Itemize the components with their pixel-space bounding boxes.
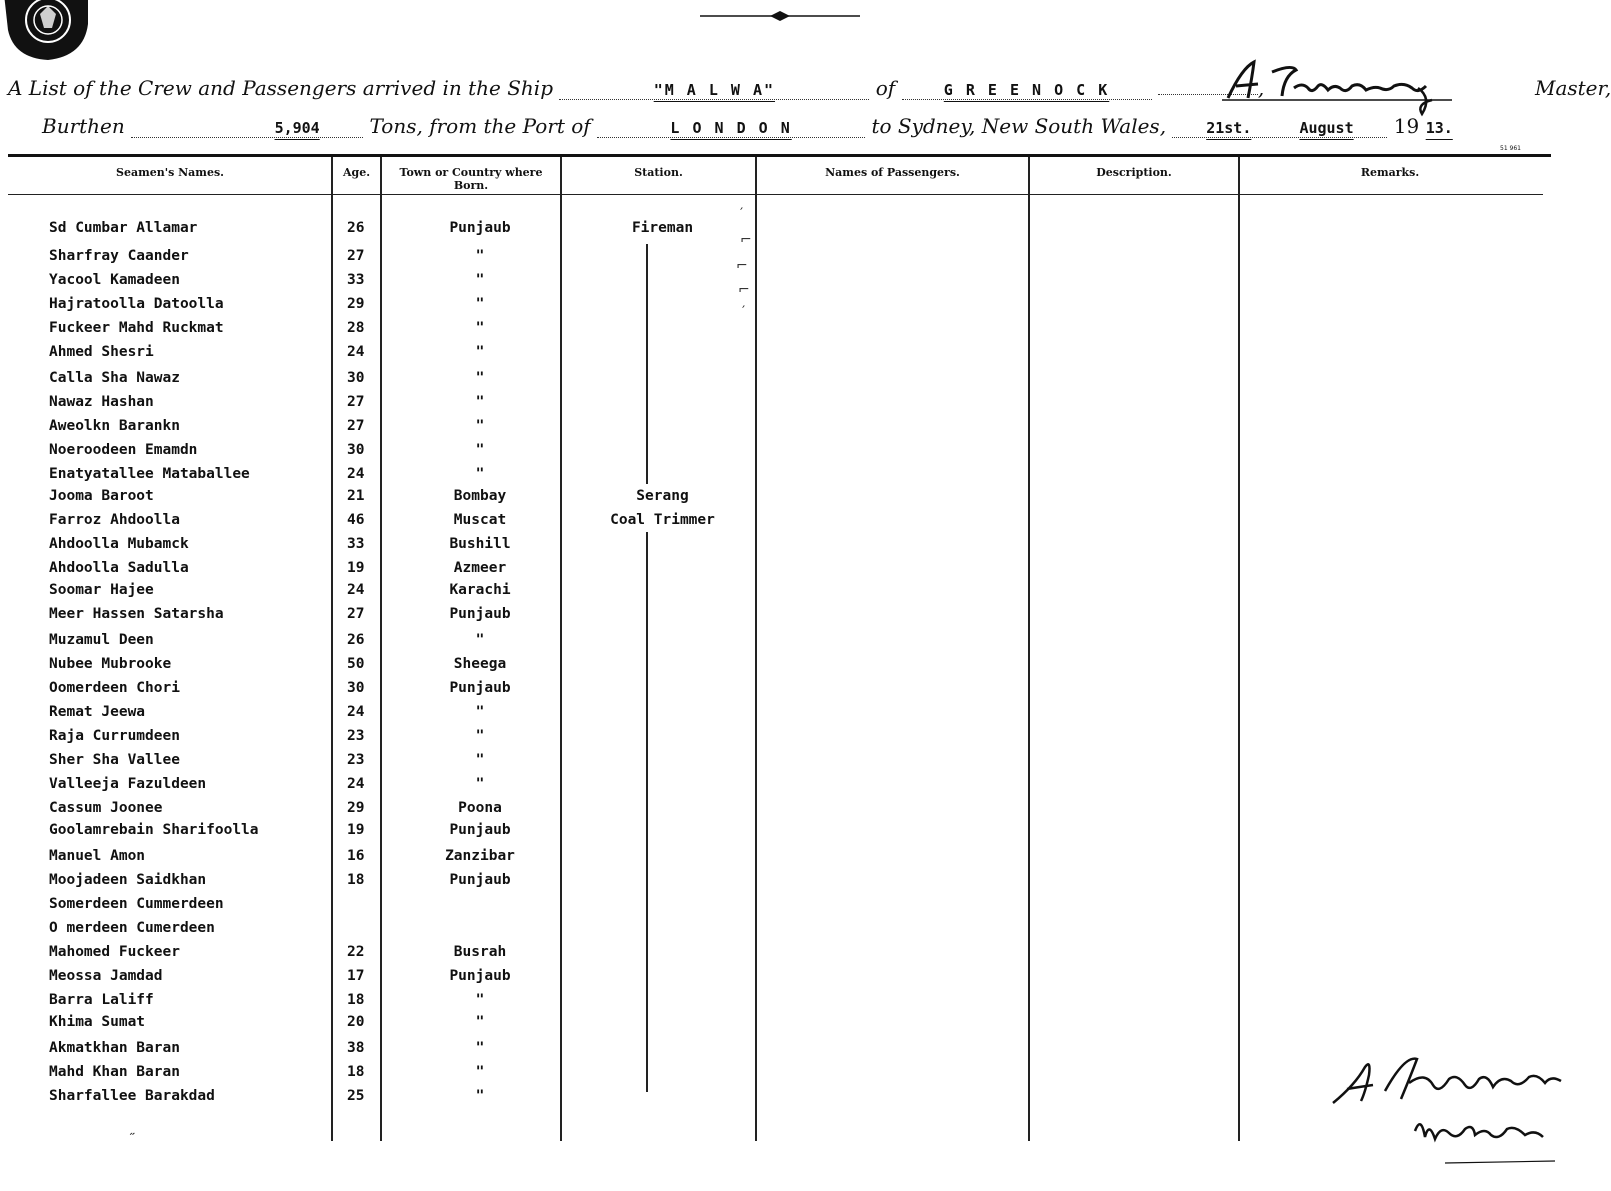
crew-age: 33 [347,536,365,552]
crew-birthplace: Bombay [453,488,507,504]
crew-age: 16 [347,848,365,864]
margin-tick-mark: ′ [740,206,744,222]
crew-age: 24 [347,466,365,482]
arrival-date-field: 21st. August [1172,119,1387,138]
crew-age: 20 [347,1014,365,1030]
official-seal-stamp [4,0,88,64]
crew-birthplace: " [475,418,485,434]
crew-birthplace: " [475,272,485,288]
crew-birthplace: Punjaub [449,872,511,888]
crew-birthplace: Bushill [449,536,511,552]
crew-age: 28 [347,320,365,336]
year-prefix: 19 [1393,114,1420,138]
master-signature-footer [1325,1045,1575,1170]
crew-birthplace: " [475,370,485,386]
crew-age: 46 [347,512,365,528]
crew-name: Farroz Ahdoolla [49,512,180,528]
crew-age: 27 [347,606,365,622]
crew-name: Cassum Joonee [49,800,163,816]
crew-birthplace: " [475,1014,485,1030]
column-header-seamen-names: Seamen's Names. [116,166,224,179]
crew-age: 21 [347,488,365,504]
crew-birthplace: " [475,1088,485,1104]
crew-name: Goolamrebain Sharifoolla [49,822,259,838]
column-header-station: Station. [634,166,683,179]
crew-name: Meer Hassen Satarsha [49,606,224,622]
column-header-town-born: Town or Country where Born. [399,166,543,192]
crew-birthplace: Punjaub [449,968,511,984]
crew-birthplace: " [475,992,485,1008]
crew-age: 29 [347,800,365,816]
crew-age: 27 [347,418,365,434]
crew-age: 29 [347,296,365,312]
crew-age: 30 [347,370,365,386]
crew-name: Moojadeen Saidkhan [49,872,207,888]
crew-name: Mahomed Fuckeer [49,944,180,960]
crew-name: Somerdeen Cummerdeen [49,896,224,912]
crew-name: Muzamul Deen [49,632,154,648]
crew-name: Khima Sumat [49,1014,146,1030]
crew-birthplace: Punjaub [449,680,511,696]
crew-name: Sher Sha Vallee [49,752,180,768]
margin-tick-mark: ′ [742,304,746,320]
crew-birthplace: Zanzibar [445,848,515,864]
header-intro: A List of the Crew and Passengers arrived in the Ship [8,76,553,100]
of-label: of [875,76,896,100]
crew-birthplace: Poona [458,800,502,816]
crew-birthplace: " [475,344,485,360]
crew-age: 22 [347,944,365,960]
crew-birthplace: " [475,296,485,312]
crew-name: Nubee Mubrooke [49,656,172,672]
crew-name: Barra Laliff [49,992,154,1008]
crew-age: 50 [347,656,365,672]
crew-age: 38 [347,1040,365,1056]
crew-name: Remat Jeewa [49,704,146,720]
crew-age: 27 [347,248,365,264]
crew-name: Noeroodeen Emamdn [49,442,198,458]
column-header-remarks: Remarks. [1360,166,1420,179]
crew-birthplace: " [475,752,485,768]
crew-name: Nawaz Hashan [49,394,154,410]
header-line-1: A List of the Crew and Passengers arrived in the Ship "M A L W A" of G R E E N O C K , Master, [8,76,1611,100]
crew-birthplace: Sheega [453,656,507,672]
top-decorative-rule [700,10,860,22]
margin-tick-mark: ⌐ [736,258,748,274]
crew-age: 24 [347,776,365,792]
crew-name: Aweolkn Barankn [49,418,180,434]
crew-name: Oomerdeen Chori [49,680,180,696]
port-of-registry-field: G R E E N O C K [902,81,1152,100]
crew-age: 24 [347,582,365,598]
crew-name: Ahmed Shesri [49,344,154,360]
crew-age: 24 [347,704,365,720]
crew-age: 26 [347,220,365,236]
crew-age: 30 [347,442,365,458]
crew-age: 23 [347,752,365,768]
crew-birthplace: " [475,704,485,720]
crew-age: 17 [347,968,365,984]
crew-name: Mahd Khan Baran [49,1064,180,1080]
crew-age: 19 [347,560,365,576]
column-header-age: Age. [342,166,371,179]
table-header-rule [8,194,1543,195]
crew-birthplace: Punjaub [449,822,511,838]
crew-birthplace: " [475,1040,485,1056]
crew-birthplace: " [475,1064,485,1080]
crew-name: Enatyatallee Mataballee [49,466,250,482]
margin-tick-mark: ⌐ [738,282,750,298]
crew-birthplace: Karachi [449,582,511,598]
crew-name: Sharfallee Barakdad [49,1088,215,1104]
station-ditto-line [646,244,648,484]
crew-name: Meossa Jamdad [49,968,163,984]
tonnage-field: 5,904 [131,119,363,138]
crew-name: Jooma Baroot [49,488,154,504]
crew-birthplace: " [475,632,485,648]
column-divider [1238,157,1240,1141]
crew-row [0,488,760,510]
crew-birthplace: Muscat [453,512,507,528]
crew-name: Valleeja Fazuldeen [49,776,207,792]
crew-birthplace: Azmeer [453,560,507,576]
crew-birthplace: " [475,466,485,482]
crew-age: 18 [347,1064,365,1080]
tons-label: Tons, from the Port of [369,114,591,138]
column-divider [1028,157,1030,1141]
crew-name: Raja Currumdeen [49,728,180,744]
crew-birthplace: " [475,442,485,458]
crew-birthplace: " [475,776,485,792]
crew-station: Serang [636,488,689,504]
crew-name: Sd Cumbar Allamar [49,220,198,236]
crew-row [0,220,760,242]
crew-name: Akmatkhan Baran [49,1040,180,1056]
margin-tick-mark: ⌐ [740,232,752,248]
station-ditto-line [646,532,648,1092]
crew-age: 25 [347,1088,365,1104]
master-label: Master, [1534,76,1611,100]
year-suffix: 13. [1425,119,1453,137]
crew-name: Soomar Hajee [49,582,154,598]
crew-name: Calla Sha Nawaz [49,370,180,386]
form-number: 51 961 [1500,145,1521,152]
master-signature-header [1222,58,1452,118]
crew-birthplace: Punjaub [449,220,511,236]
destination-label: to Sydney, New South Wales, [871,114,1167,138]
crew-name: Manuel Amon [49,848,146,864]
crew-birthplace: Punjaub [449,606,511,622]
crew-row [0,512,760,534]
crew-age: 23 [347,728,365,744]
crew-name: Fuckeer Mahd Ruckmat [49,320,224,336]
crew-age: 18 [347,992,365,1008]
crew-name: O merdeen Cumerdeen [49,920,215,936]
crew-name: Hajratoolla Datoolla [49,296,224,312]
from-port-field: L O N D O N [597,119,865,138]
crew-age: 24 [347,344,365,360]
margin-tick-mark: ˶ [130,1125,135,1141]
crew-name: Ahdoolla Mubamck [49,536,189,552]
column-header-passenger-names: Names of Passengers. [825,166,960,179]
table-top-rule [8,154,1551,157]
crew-name: Sharfray Caander [49,248,189,264]
crew-name: Yacool Kamadeen [49,272,180,288]
crew-age: 18 [347,872,365,888]
crew-birthplace: " [475,248,485,264]
ship-name-field: "M A L W A" [559,81,869,100]
crew-age: 33 [347,272,365,288]
crew-birthplace: Busrah [453,944,507,960]
crew-station: Fireman [631,220,694,236]
crew-birthplace: " [475,728,485,744]
burthen-label: Burthen [42,114,125,138]
crew-birthplace: " [475,320,485,336]
crew-age: 19 [347,822,365,838]
crew-station: Coal Trimmer [610,512,715,528]
column-header-description: Description. [1096,166,1172,179]
crew-name: Ahdoolla Sadulla [49,560,189,576]
crew-age: 27 [347,394,365,410]
crew-age: 30 [347,680,365,696]
crew-age: 26 [347,632,365,648]
crew-birthplace: " [475,394,485,410]
